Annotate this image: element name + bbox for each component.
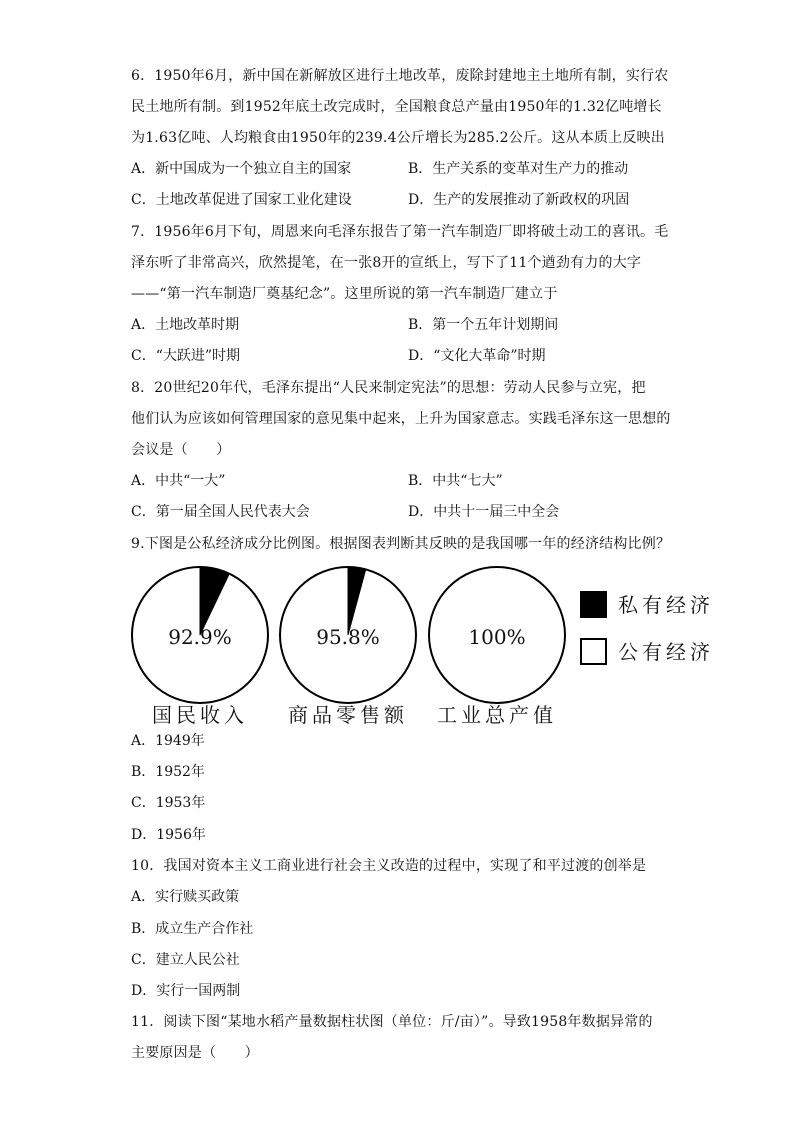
pie-value-label: 92.9%	[168, 625, 232, 649]
q10-option-c: C．建立人民公社	[131, 952, 240, 968]
q10-option-b: B．成立生产合作社	[131, 921, 254, 937]
q8-stem-line-3: 会议是（ ）	[131, 442, 231, 458]
q8-option-a: A．中共“一大”	[131, 473, 226, 489]
ownership-pie-charts	[130, 555, 730, 735]
pie-title: 商品零售额	[288, 703, 408, 727]
pie-value-label: 95.8%	[316, 625, 380, 649]
q6-stem-line-3: 为1.63亿吨、人均粮食由1950年的239.4公斤增长为285.2公斤。这从本质上反映出	[131, 130, 665, 146]
q8-option-b: B．中共“七大”	[408, 473, 503, 489]
q9-option-c: C．1953年	[131, 795, 206, 811]
q10-option-a: A．实行赎买政策	[131, 889, 240, 905]
q11-stem-line-1: 11．阅读下图“某地水稻产量数据柱状图（单位：斤/亩）”。导致1958年数据异常的	[131, 1014, 653, 1030]
q6-option-b: B．生产关系的变革对生产力的推动	[408, 161, 629, 177]
q8-option-c: C．第一届全国人民代表大会	[131, 504, 310, 520]
legend-label: 私有经济	[618, 593, 714, 617]
q7-stem-line-3: ——“第一汽车制造厂奠基纪念”。这里所说的第一汽车制造厂建立于	[131, 286, 558, 302]
q6-option-a: A．新中国成为一个独立自主的国家	[131, 161, 352, 177]
q11-stem-line-2: 主要原因是（ ）	[131, 1045, 259, 1061]
q9-option-a: A．1949年	[131, 733, 205, 749]
q7-option-c: C．“大跃进”时期	[131, 348, 241, 364]
q9-option-d: D．1956年	[131, 827, 206, 843]
q7-option-d: D．“文化大革命”时期	[408, 348, 546, 364]
q8-stem-line-1: 8．20世纪20年代，毛泽东提出“人民来制定宪法”的思想：劳动人民参与立宪，把	[131, 380, 646, 396]
pie-value-label: 100%	[468, 625, 526, 649]
q9-stem: 9.下图是公私经济成分比例图。根据图表判断其反映的是我国哪一年的经济结构比例？	[131, 536, 671, 552]
q7-option-a: A．土地改革时期	[131, 317, 240, 333]
pie-title: 国民收入	[152, 703, 248, 727]
legend-swatch	[581, 639, 606, 664]
q6-option-c: C．土地改革促进了国家工业化建设	[131, 192, 352, 208]
q7-stem-line-1: 7．1956年6月下旬，周恩来向毛泽东报告了第一汽车制造厂即将破土动工的喜讯。毛	[131, 224, 669, 240]
q6-stem-line-2: 民土地所有制。到1952年底土改完成时，全国粮食总产量由1950年的1.32亿吨增长	[131, 99, 662, 115]
q7-option-b: B．第一个五年计划期间	[408, 317, 559, 333]
legend-swatch	[581, 592, 606, 617]
q9-option-b: B．1952年	[131, 764, 205, 780]
q8-option-d: D．中共十一届三中全会	[408, 504, 560, 520]
q6-stem-line-1: 6．1950年6月，新中国在新解放区进行土地改革，废除封建地主土地所有制，实行农	[131, 68, 669, 84]
q10-stem: 10．我国对资本主义工商业进行社会主义改造的过程中，实现了和平过渡的创举是	[131, 858, 647, 874]
q10-option-d: D．实行一国两制	[131, 983, 241, 999]
legend-label: 公有经济	[618, 640, 714, 664]
q8-stem-line-2: 他们认为应该如何管理国家的意见集中起来，上升为国家意志。实践毛泽东这一思想的	[131, 411, 671, 427]
q6-option-d: D．生产的发展推动了新政权的巩固	[408, 192, 630, 208]
q7-stem-line-2: 泽东听了非常高兴，欣然提笔，在一张8开的宣纸上，写下了11个遒劲有力的大字	[131, 255, 642, 271]
pie-title: 工业总产值	[437, 703, 557, 727]
